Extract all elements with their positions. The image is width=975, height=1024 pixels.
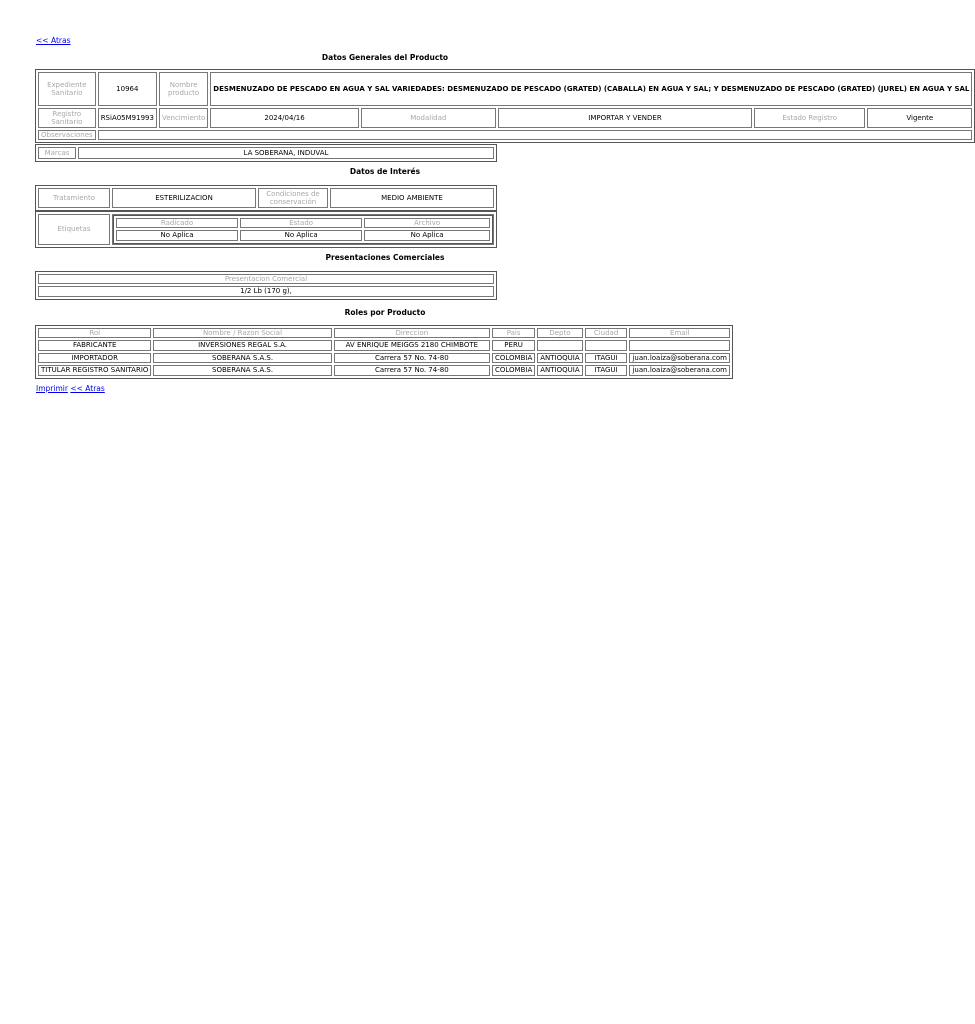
email-cell: juan.loaiza@soberana.com	[629, 353, 730, 363]
rol-cell: TITULAR REGISTRO SANITARIO	[38, 365, 151, 375]
presentaciones-table	[35, 271, 497, 300]
estado-label: Estado Registro	[754, 108, 865, 128]
etiquetas-header-radicado: Radicado	[116, 218, 238, 228]
table-row	[38, 365, 730, 375]
general-row-observaciones	[38, 130, 972, 140]
expediente-label: Expediente Sanitario	[38, 72, 96, 106]
presentaciones-header-row	[38, 274, 494, 284]
nombre-cell: SOBERANA S.A.S.	[153, 365, 331, 375]
table-row	[38, 353, 730, 363]
general-row-registro	[38, 108, 972, 128]
direccion-cell: Carrera 57 No. 74-80	[334, 365, 490, 375]
general-table	[35, 69, 975, 143]
estado-value: Vigente	[867, 108, 972, 128]
interes-table	[35, 185, 497, 211]
etiquetas-header-row	[116, 218, 490, 228]
etiquetas-row	[38, 214, 494, 245]
registro-value: RSiA05M91993	[98, 108, 157, 128]
roles-header-nombre: Nombre / Razon Social	[153, 328, 331, 338]
general-section-title: Datos Generales del Producto	[321, 53, 449, 62]
direccion-cell: AV ENRIQUE MEIGGS 2180 CHIMBOTE	[334, 340, 490, 350]
roles-header-rol: Rol	[38, 328, 151, 338]
depto-cell: ANTIOQUIA	[537, 353, 582, 363]
presentaciones-value-row	[38, 286, 494, 296]
condiciones-label: Condiciones de conservación	[258, 188, 328, 208]
email-cell: juan.loaiza@soberana.com	[629, 365, 730, 375]
registro-label: Registro Sanitario	[38, 108, 96, 128]
vencimiento-value: 2024/04/16	[210, 108, 359, 128]
etiquetas-radicado-value: No Aplica	[116, 230, 238, 240]
etiquetas-table	[35, 211, 497, 248]
nombre-label: Nombre producto	[159, 72, 208, 106]
presentaciones-section-title: Presentaciones Comerciales	[325, 253, 445, 262]
etiquetas-cell	[112, 214, 494, 245]
vencimiento-label: Vencimiento	[159, 108, 208, 128]
modalidad-label: Modalidad	[361, 108, 496, 128]
etiquetas-value-row	[116, 230, 490, 240]
observaciones-value	[98, 130, 973, 140]
condiciones-value: MEDIO AMBIENTE	[330, 188, 494, 208]
ciudad-cell: ITAGUI	[585, 353, 628, 363]
etiquetas-label: Etiquetas	[38, 214, 110, 245]
tratamiento-label: Tratamiento	[38, 188, 110, 208]
roles-header-email: Email	[629, 328, 730, 338]
tratamiento-row	[38, 188, 494, 208]
general-row-expediente	[38, 72, 972, 106]
etiquetas-inner-table	[113, 215, 493, 244]
roles-header-pais: Pais	[492, 328, 535, 338]
etiquetas-header-archivo: Archivo	[364, 218, 490, 228]
etiquetas-estado-value: No Aplica	[240, 230, 362, 240]
table-row	[38, 340, 730, 350]
direccion-cell: Carrera 57 No. 74-80	[334, 353, 490, 363]
email-cell	[629, 340, 730, 350]
observaciones-label: Observaciones	[38, 130, 96, 140]
presentaciones-header: Presentacion Comercial	[38, 274, 494, 284]
back-link-top[interactable]: << Atras	[36, 36, 71, 45]
back-link-bottom[interactable]: << Atras	[70, 384, 105, 393]
modalidad-value: IMPORTAR Y VENDER	[498, 108, 752, 128]
depto-cell: ANTIOQUIA	[537, 365, 582, 375]
tratamiento-value: ESTERILIZACION	[112, 188, 256, 208]
ciudad-cell	[585, 340, 628, 350]
roles-header-ciudad: Ciudad	[585, 328, 628, 338]
rol-cell: FABRICANTE	[38, 340, 151, 350]
nombre-value: DESMENUZADO DE PESCADO EN AGUA Y SAL VARIEDADES: DESMENUZADO DE PESCADO (GRATED) (CABALLA) EN AGUA Y SAL; Y DESMENUZADO DE PESCADO (GRATED) (JUREL) EN AGUA Y SAL	[210, 72, 972, 106]
presentaciones-value: 1/2 Lb (170 g),	[38, 286, 494, 296]
interes-section-title: Datos de Interés	[349, 167, 421, 176]
roles-header-depto: Depto	[537, 328, 582, 338]
depto-cell	[537, 340, 582, 350]
roles-header-row	[38, 328, 730, 338]
marcas-row	[38, 147, 494, 159]
nombre-cell: SOBERANA S.A.S.	[153, 353, 331, 363]
rol-cell: IMPORTADOR	[38, 353, 151, 363]
nombre-cell: INVERSIONES REGAL S.A.	[153, 340, 331, 350]
ciudad-cell: ITAGUI	[585, 365, 628, 375]
roles-table	[35, 325, 733, 379]
pais-cell: COLOMBIA	[492, 353, 535, 363]
pais-cell: COLOMBIA	[492, 365, 535, 375]
footer-links	[36, 384, 105, 393]
expediente-value: 10964	[98, 72, 157, 106]
marcas-value: LA SOBERANA, INDUVAL	[78, 147, 494, 159]
pais-cell: PERU	[492, 340, 535, 350]
roles-header-direccion: Direccion	[334, 328, 490, 338]
roles-section-title: Roles por Producto	[344, 308, 426, 317]
print-link[interactable]: Imprimir	[36, 384, 68, 393]
etiquetas-archivo-value: No Aplica	[364, 230, 490, 240]
marcas-table	[35, 144, 497, 162]
etiquetas-header-estado: Estado	[240, 218, 362, 228]
marcas-label: Marcas	[38, 147, 76, 159]
